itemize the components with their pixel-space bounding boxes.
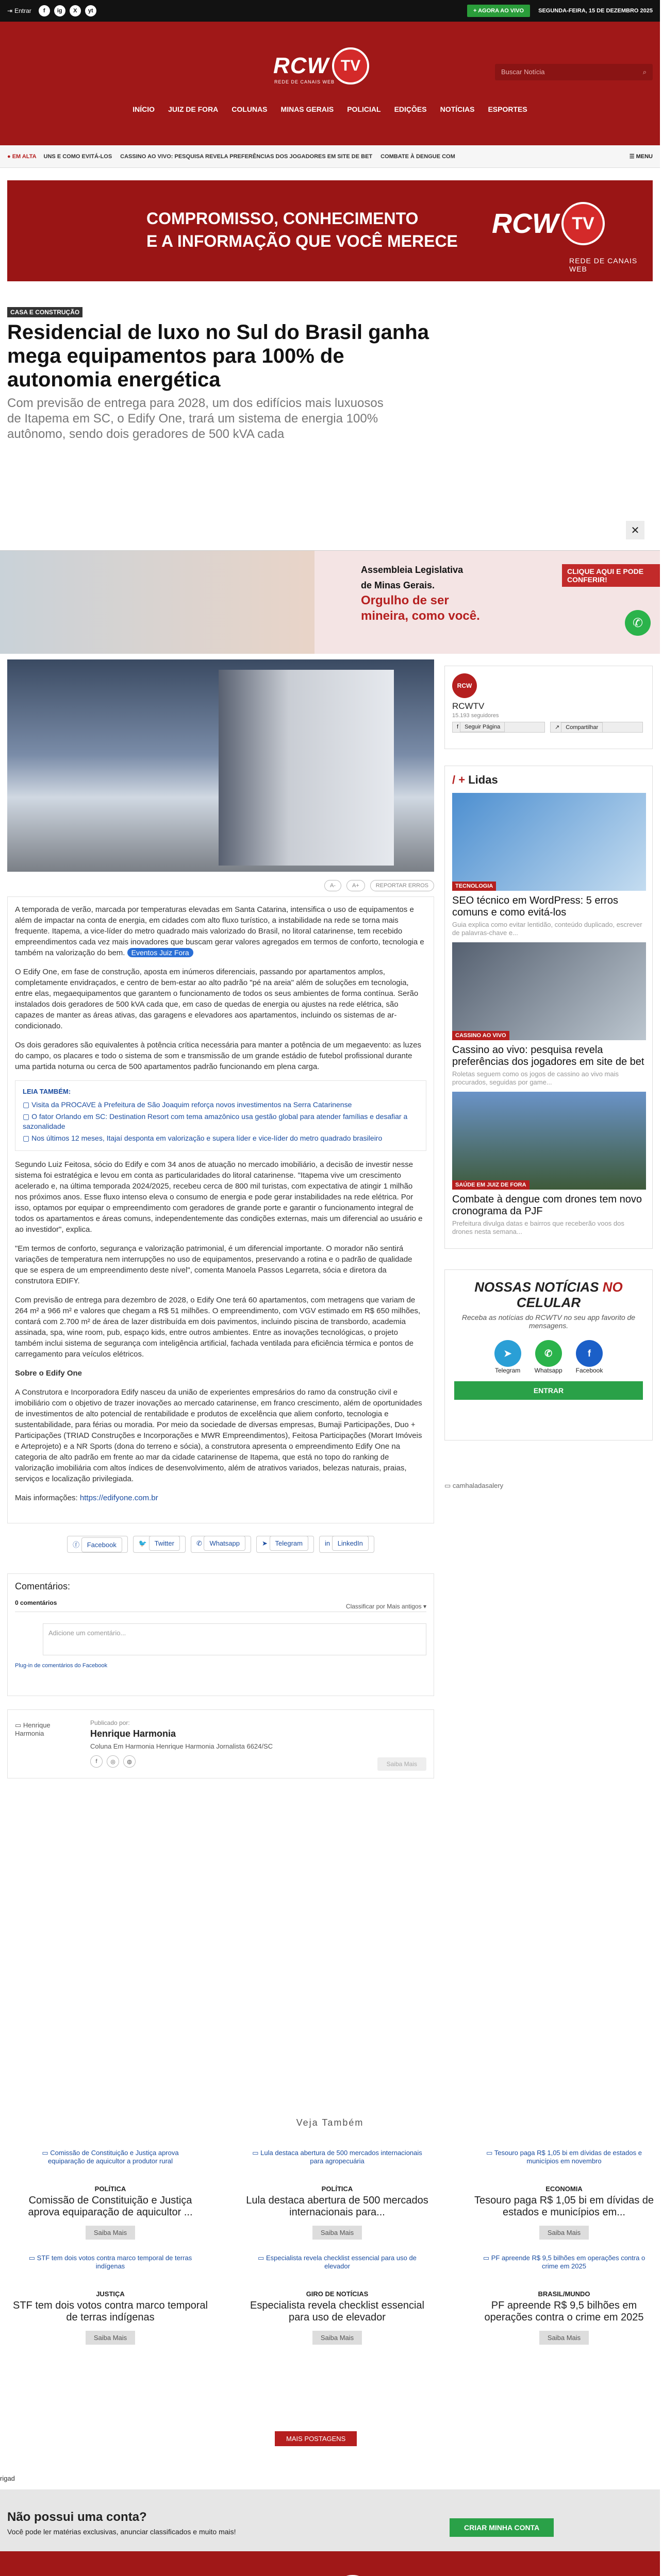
paragraph: O Edify One, em fase de construção, aposta em inúmeros diferenciais, passando por apartamentos amplos, completamente envidraçados, e centro de bem-estar ao alto padrão "pé na areia" além de soluções em tecnologia, entre elas, megaequipamentos que garantem o funcionamento de todos os seus ambientes de forma contínua. Serão instalados dois geradores de 500 kVA cada que, em caso de quedas de energia ou ajustes na rede elétrica, são capazes de manter as áreas ativas, das garagens e elevadores aos apartamentos, incluindo os sistemas de ar-condicionado.	[15, 968, 419, 1030]
author-box	[7, 1709, 434, 1778]
facebook-icon[interactable]: f	[39, 5, 50, 16]
item-image: ▭ PF apreende R$ 9,5 bilhões em operações contra o crime em 2025	[483, 2254, 646, 2270]
broken-image: ▭ camhaladasalery	[444, 1482, 504, 1489]
whatsapp-float-icon[interactable]: ✆	[625, 610, 651, 636]
nav-esportes[interactable]: ESPORTES	[488, 105, 527, 113]
card-image	[452, 793, 646, 891]
facebook-icon[interactable]: f	[90, 1755, 103, 1768]
sidebar	[444, 666, 653, 1490]
ad-banner[interactable]	[0, 551, 660, 654]
paragraph: "Em termos de conforto, segurança e valorização patrimonial, é um diferencial importante. O morador não sentirá variações de temperatura nem interrupções no uso de equipamentos, preservando a rotina e o padrão de qualidade que se espera de um empreendimento deste nível", comenta Manoela Passos Legarreta, sócia e diretora da construtora EDIFY.	[15, 1244, 412, 1285]
more-posts-button[interactable]: MAIS POSTAGENS	[275, 2431, 357, 2446]
trending-ticker	[0, 145, 660, 168]
menu-button[interactable]: ☰ MENU	[629, 154, 653, 160]
youtube-icon[interactable]: yt	[85, 5, 96, 16]
see-also-item[interactable]	[466, 2254, 662, 2345]
card-badge: CASSINO AO VIVO	[452, 1031, 509, 1040]
item-category: ECONOMIA	[545, 2185, 583, 2193]
card-title[interactable]: Combate à dengue com drones tem novo cronograma da PJF	[452, 1194, 642, 1217]
telegram-icon: ➤	[494, 1340, 521, 1367]
current-date: SEGUNDA-FEIRA, 15 DE DEZEMBRO 2025	[538, 8, 653, 14]
signup-title: Não possui uma conta?	[7, 2510, 147, 2524]
share-twitter-button[interactable]: 🐦 Twitter	[133, 1536, 186, 1553]
category-badge[interactable]: CASA E CONSTRUÇÃO	[7, 307, 82, 317]
most-read-card[interactable]	[452, 1092, 645, 1236]
facebook-option[interactable]: f Facebook	[576, 1340, 603, 1374]
most-read-widget	[444, 766, 653, 1249]
item-image: ▭ STF tem dois votos contra marco temporal de terras indígenas	[28, 2254, 192, 2270]
ad-line3: Orgulho de ser	[361, 594, 449, 607]
card-desc: Roletas seguem como os jogos de cassino ao vivo mais procurados, seguidas por game...	[452, 1070, 619, 1086]
create-account-button[interactable]: CRIAR MINHA CONTA	[450, 2518, 554, 2537]
nav-policial[interactable]: POLICIAL	[347, 105, 381, 113]
ad-photo	[0, 551, 315, 654]
see-also-item[interactable]	[12, 2149, 208, 2240]
card-image	[452, 1092, 646, 1190]
paragraph: A temporada de verão, marcada por temperaturas elevadas em Santa Catarina, intensifica o uso de equipamentos e além de impactar na conta de energia, em cidades com alto fluxo turístico, a instabilidade na rede se torna mais frequente. Itapema, a vice-líder do metro quadrado mais valorizado do Brasil, no litoral catarinense, tem recebido empreendimentos cada vez mais inovadores que buscam gerar valores agregados em termos de conforto, tecnologia e também na valorização do bem.	[15, 905, 424, 957]
logo-subtitle: REDE DE CANAIS WEB	[274, 79, 335, 84]
share-buttons	[7, 1536, 434, 1553]
comments-section	[7, 1573, 434, 1696]
enter-button[interactable]: ENTRAR	[454, 1381, 643, 1400]
mobile-news-desc: Receba as notícias do RCWTV no seu app favorito de mensagens.	[461, 1313, 636, 1330]
author-name[interactable]: Henrique Harmonia	[90, 1728, 176, 1739]
close-ad-button[interactable]: ✕	[626, 521, 644, 539]
share-linkedin-button[interactable]: in LinkedIn	[319, 1536, 374, 1553]
login-link[interactable]	[7, 7, 31, 14]
author-more-button[interactable]: Saiba Mais	[377, 1757, 426, 1771]
nav-colunas[interactable]: COLUNAS	[231, 105, 268, 113]
banner-line2: E A INFORMAÇÃO QUE VOCÊ MERECE	[146, 232, 458, 250]
article-subtitle: Com previsão de entrega para 2028, um dos edifícios mais luxuosos de Itapema em SC, o Edify One, trará um sistema de energia 100% autônomo, sendo dois geradores de 500 kVA cada	[7, 396, 384, 441]
item-image: ▭ Comissão de Constituição e Justiça aprova equiparação de aquicultor a produtor rural	[42, 2149, 179, 2165]
site-header	[0, 22, 660, 145]
item-more-button[interactable]: Saiba Mais	[312, 2331, 362, 2345]
item-more-button[interactable]: Saiba Mais	[539, 2331, 589, 2345]
item-image: ▭ Tesouro paga R$ 1,05 bi em dívidas de estados e municípios em novembro	[486, 2149, 642, 2165]
banner-logo: RCW TV	[492, 202, 605, 245]
comment-input[interactable]: Adicione um comentário...	[43, 1623, 426, 1655]
stray-text: rigad	[0, 2475, 15, 2482]
item-title[interactable]: Comissão de Constituição e Justiça aprova equiparação de aquicultor ...	[28, 2195, 193, 2218]
report-error-button[interactable]: REPORTAR ERROS	[370, 880, 434, 891]
nav-edicoes[interactable]: EDIÇÕES	[394, 105, 427, 113]
instagram-icon[interactable]: ◎	[107, 1755, 119, 1768]
nav-inicio[interactable]: INÍCIO	[133, 105, 155, 113]
search-placeholder: Buscar Notícia	[501, 68, 545, 76]
article-main	[7, 659, 434, 1778]
item-title[interactable]: Lula destaca abertura de 500 mercados internacionais para...	[246, 2195, 428, 2218]
signup-cta	[0, 2489, 660, 2551]
site-logo[interactable]	[273, 47, 369, 84]
see-also-section	[0, 2117, 660, 2345]
paragraph: A Construtora e Incorporadora Edify nasceu da união de experientes empresários do ramo da construção civil e imobiliário com o objetivo de trazer inovações ao mercado catarinense, em franco crescimento, além de oportunidades de investimentos de alto potencial de rentabilidade e produtos de excelência que aliem conforto, tecnologia e sustentabilidade, para férias ou moradia. Por meio da sociedade de diversas empresas, Bumaji Participações, Duo + Participações (TRIAD Construções e Incorporações e MWR Empreendimentos), Feitosa Participações (Morart Imóveis e Arteprojeto) e a NR Sports (dona do terreno e sócia), a construtora apresenta o empreendimento Edify One na categoria de alto padrão em frente ao mar da cidade catarinense de Itapema, que está no topo do ranking de valorização imobiliária com altos índices de desenvolvimento, além de atrativos variados, belezas naturais, praias, serviços e localização privilegiada.	[15, 1388, 422, 1483]
read-also-label: LEIA TAMBÉM:	[23, 1088, 71, 1095]
follow-page-button[interactable]: f Seguir Página	[452, 722, 545, 733]
search-input[interactable]	[495, 64, 653, 80]
read-also-link[interactable]: ▢ O fator Orlando em SC: Destination Resort com tema amazônico usa gestão global para atender famílias e desafiar a sazonalidade	[23, 1112, 408, 1130]
nav-minas-gerais[interactable]: MINAS GERAIS	[280, 105, 334, 113]
see-also-item[interactable]	[239, 2254, 435, 2345]
whatsapp-icon: ✆	[535, 1340, 562, 1367]
inline-tag-link[interactable]: Eventos Juiz Fora	[127, 948, 193, 957]
search-icon[interactable]: ⌕	[642, 68, 647, 76]
trending-label: ● EM ALTA	[7, 153, 37, 160]
share-facebook-button[interactable]: ⓕ Facebook	[67, 1536, 128, 1553]
login-label: Entrar	[14, 7, 31, 14]
item-category: POLÍTICA	[94, 2185, 126, 2193]
author-by-label: Publicado por:	[90, 1719, 130, 1726]
font-decrease-button[interactable]: A-	[324, 880, 341, 891]
banner-line1: COMPROMISSO, CONHECIMENTO	[146, 209, 419, 228]
login-icon: ⇥	[7, 7, 13, 14]
item-category: GIRO DE NOTÍCIAS	[306, 2290, 369, 2298]
see-also-item[interactable]	[239, 2149, 435, 2240]
card-title[interactable]: Cassino ao vivo: pesquisa revela preferências dos jogadores em site de bet	[452, 1044, 644, 1067]
logo-tv: TV	[332, 47, 369, 84]
nav-juiz-de-fora[interactable]: JUIZ DE FORA	[168, 105, 219, 113]
read-also-link[interactable]: ▢ Nos últimos 12 meses, Itajaí desponta em valorização e supera líder e vice-líder do metro quadrado brasileiro	[23, 1134, 383, 1142]
main-nav	[0, 105, 660, 113]
most-read-title: / + Lidas	[452, 773, 498, 786]
item-category: POLÍTICA	[321, 2185, 353, 2193]
site-footer	[0, 2551, 660, 2576]
paragraph: Com previsão de entrega para dezembro de 2028, o Edify One terá 60 apartamentos, com metragens que variam de 264 m² a 966 m² e valores que chegam a R$ 51 milhões. O empreendimento, com VGV estimado em R$ 650 milhões, contará com 2.700 m² de área de lazer distribuída em dois pavimentos, incluindo piscina de transbordo, academia assinada, spa, wine room, pub, espaço kids, entre outros ambientes. Entre as inovações tecnológicas, o projeto também inclui sistema de segurança com inteligência artificial, fachada ventilada para eficiência térmica e pontos de carregamento para veículos elétricos.	[15, 1296, 421, 1359]
facebook-page-widget[interactable]	[444, 666, 653, 749]
author-bio: Coluna Em Harmonia Henrique Harmonia Jornalista 6624/SC	[90, 1742, 273, 1750]
card-title[interactable]: SEO técnico em WordPress: 5 erros comuns e como evitá-los	[452, 895, 618, 918]
card-badge: SAÚDE EM JUIZ DE FORA	[452, 1180, 529, 1190]
paragraph: Os dois geradores são equivalentes à potência crítica necessária para manter a potência de um megaevento: as luzes do campo, os placares e todo o sistema de som e transmissão de um grande estádio de futebol profissional durante uma partida noturna ou cerca de 500 apartamentos padrão funcionando em plena carga.	[15, 1041, 421, 1071]
most-read-card[interactable]	[452, 942, 645, 1087]
item-image: ▭ Lula destaca abertura de 500 mercados internacionais para agropecuária	[252, 2149, 422, 2165]
top-banner-ad[interactable]	[7, 180, 653, 281]
see-also-item[interactable]	[466, 2149, 662, 2240]
mobile-news-widget	[444, 1269, 653, 1440]
ticker-item[interactable]: UNS E COMO EVITÁ-LOS	[43, 153, 112, 160]
ad-line1: Assembleia Legislativa	[361, 565, 464, 575]
signup-desc: Você pode ler matérias exclusivas, anunciar classificados e muito mais!	[7, 2528, 236, 2536]
top-bar	[0, 0, 660, 22]
article-hero-image	[7, 659, 434, 872]
card-image	[452, 942, 646, 1040]
comments-sort-select[interactable]: Classificar por Mais antigos ▾	[345, 1603, 426, 1610]
item-title[interactable]: STF tem dois votos contra marco temporal de terras indígenas	[13, 2300, 208, 2323]
page-avatar: RCW	[452, 673, 477, 698]
item-more-button[interactable]: Saiba Mais	[312, 2226, 362, 2240]
logo-text: RCW	[273, 53, 329, 78]
section-heading: Sobre o Edify One	[15, 1369, 82, 1378]
read-also-link[interactable]: ▢ Visita da PROCAVE à Prefeitura de São Joaquim reforça novos investimentos na Serra Catarinense	[23, 1100, 352, 1109]
see-also-item[interactable]	[12, 2254, 208, 2345]
live-button[interactable]: + AGORA AO VIVO	[467, 5, 530, 17]
ad-line4: mineira, como você.	[361, 609, 480, 623]
instagram-icon[interactable]: ig	[54, 5, 65, 16]
share-page-button[interactable]: ↗ Compartilhar	[550, 722, 643, 733]
paragraph: Segundo Luiz Feitosa, sócio do Edify e com 34 anos de atuação no mercado imobiliário, a decisão de investir nesse sistema foi estratégica e levou em conta as particularidades do litoral catarinense. "Itapema vive um crescimento acelerado e, na última temporada 2024/2025, recebeu cerca de 800 mil turistas, com expectativa de atingir 1 milhão nos próximos anos. Esse fluxo intenso eleva o consumo de energia e pode gerar instabilidades na rede elétrica. Por isso, optamos por equipar o empreendimento com geradores de grande porte e garantir o funcionamento integral de todos os apartamentos e áreas comuns, independentemente das condições externas, mais um diferencial ao usuário e ao investidor", explica.	[15, 1160, 423, 1234]
telegram-option[interactable]: ➤ Telegram	[494, 1340, 521, 1374]
mobile-news-title: NOSSAS NOTÍCIAS NO CELULAR	[474, 1279, 623, 1310]
x-icon[interactable]: X	[70, 5, 81, 16]
font-increase-button[interactable]: A+	[346, 880, 365, 891]
ad-click-button[interactable]: CLIQUE AQUI E PODE CONFERIR!	[562, 564, 660, 587]
facebook-icon: f	[576, 1340, 603, 1367]
ticker-item[interactable]: CASSINO AO VIVO: PESQUISA REVELA PREFERÊNCIAS DOS JOGADORES EM SITE DE BET	[120, 153, 373, 160]
item-more-button[interactable]: Saiba Mais	[539, 2226, 589, 2240]
item-category: JUSTIÇA	[96, 2290, 125, 2298]
card-desc: Guia explica como evitar lentidão, conteúdo duplicado, escrever de palavras-chave e...	[452, 921, 642, 937]
share-whatsapp-button[interactable]: ✆ Whatsapp	[191, 1536, 251, 1553]
banner-subtitle: REDE DE CANAIS WEB	[569, 257, 638, 273]
more-info-link[interactable]: https://edifyone.com.br	[79, 1494, 158, 1502]
article-body	[7, 896, 434, 1523]
ad-line2: de Minas Gerais.	[361, 580, 435, 590]
card-badge: TECNOLOGIA	[452, 882, 496, 891]
item-title[interactable]: Especialista revela checklist essencial para uso de elevador	[250, 2300, 424, 2323]
facebook-plugin-link[interactable]: Plug-in de comentários do Facebook	[15, 1663, 108, 1669]
comments-title: Comentários:	[15, 1581, 71, 1591]
see-also-title: Veja Também	[296, 2117, 364, 2128]
card-desc: Prefeitura divulga datas e bairros que receberão voos dos drones nesta semana...	[452, 1219, 624, 1235]
item-more-button[interactable]: Saiba Mais	[86, 2226, 135, 2240]
page-name[interactable]: RCWTV	[452, 701, 485, 711]
item-title[interactable]: PF apreende R$ 9,5 bilhões em operações contra o crime em 2025	[484, 2300, 644, 2323]
most-read-card[interactable]	[452, 793, 645, 937]
item-title[interactable]: Tesouro paga R$ 1,05 bi em dívidas de estados e municípios em...	[474, 2195, 654, 2218]
comments-count: 0 comentários	[15, 1599, 426, 1612]
share-telegram-button[interactable]: ➤ Telegram	[256, 1536, 314, 1553]
globe-icon[interactable]: ◍	[123, 1755, 136, 1768]
ticker-item[interactable]: COMBATE À DENGUE COM	[380, 153, 455, 160]
page-followers: 15.193 seguidores	[452, 713, 499, 719]
read-also-box	[15, 1080, 426, 1151]
author-photo: ▭ Henrique Harmonia	[15, 1721, 51, 1737]
more-info-label: Mais informações:	[15, 1494, 78, 1502]
article-title: Residencial de luxo no Sul do Brasil ganha mega equipamentos para 100% de autonomia energética	[7, 321, 429, 391]
whatsapp-option[interactable]: ✆ Whatsapp	[535, 1340, 562, 1374]
item-category: BRASIL/MUNDO	[538, 2290, 590, 2298]
sticky-ad	[0, 524, 660, 653]
item-more-button[interactable]: Saiba Mais	[86, 2331, 135, 2345]
item-image: ▭ Especialista revela checklist essencial para uso de elevador	[258, 2254, 417, 2270]
nav-noticias[interactable]: NOTÍCIAS	[440, 105, 475, 113]
